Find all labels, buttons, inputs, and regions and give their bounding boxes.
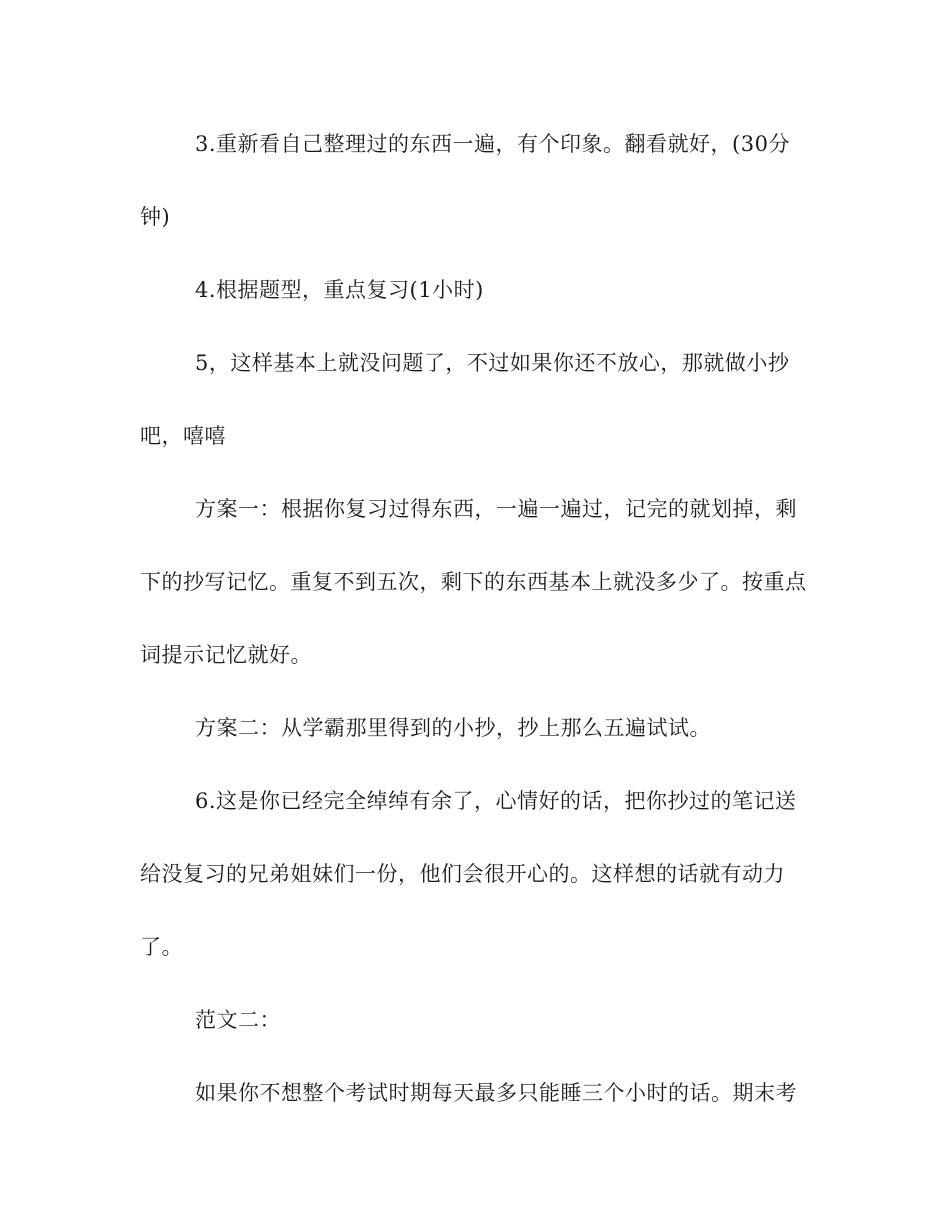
- text-line-plan-1-cont-1: 下的抄写记忆。重复不到五次，剩下的东西基本上就没多少了。按重点: [140, 570, 807, 594]
- section-heading-sample-2: 范文二：: [195, 1008, 281, 1032]
- text-line-plan-1-cont-2: 词提示记忆就好。: [140, 643, 312, 667]
- text-line-step-4: 4.根据题型，重点复习(1小时): [195, 278, 484, 302]
- text-line-plan-2: 方案二：从学霸那里得到的小抄，抄上那么五遍试试。: [195, 716, 711, 740]
- text-line-step-5: 5，这样基本上就没问题了，不过如果你还不放心，那就做小抄: [195, 351, 790, 375]
- text-line-step-5-cont: 吧，嘻嘻: [140, 424, 226, 448]
- text-line-step-3-cont: 钟): [140, 205, 171, 229]
- text-line-step-3: 3.重新看自己整理过的东西一遍，有个印象。翻看就好，(30分: [195, 132, 790, 156]
- text-line-sample-2-start: 如果你不想整个考试时期每天最多只能睡三个小时的话。期末考: [195, 1081, 797, 1105]
- text-line-plan-1: 方案一：根据你复习过得东西，一遍一遍过，记完的就划掉，剩: [195, 497, 797, 521]
- text-line-step-6: 6.这是你已经完全绰绰有余了，心情好的话，把你抄过的笔记送: [195, 789, 797, 813]
- text-line-step-6-cont-1: 给没复习的兄弟姐妹们一份，他们会很开心的。这样想的话就有动力: [140, 862, 785, 886]
- text-line-step-6-cont-2: 了。: [140, 935, 183, 959]
